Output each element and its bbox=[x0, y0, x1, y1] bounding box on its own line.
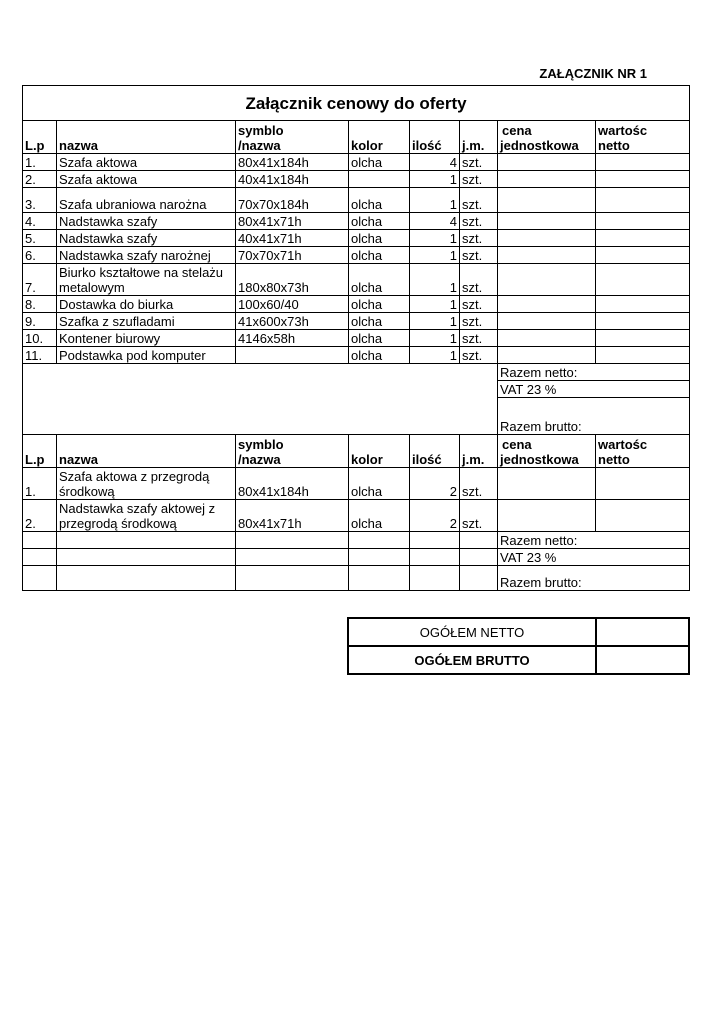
row-symbol: 180x80x73h bbox=[236, 264, 349, 296]
empty-cell bbox=[410, 532, 460, 549]
row-ilosc: 1 bbox=[410, 313, 460, 330]
empty-cell bbox=[349, 566, 410, 591]
row-jm: szt. bbox=[460, 468, 498, 500]
summary-vat-label: VAT 23 % bbox=[498, 381, 690, 398]
row-jm: szt. bbox=[460, 188, 498, 213]
row-jm: szt. bbox=[460, 247, 498, 264]
row-ilosc: 4 bbox=[410, 213, 460, 230]
col-kolor: kolor bbox=[349, 121, 410, 154]
empty-cell bbox=[23, 532, 57, 549]
empty-cell bbox=[460, 566, 498, 591]
row-unit-price[interactable] bbox=[498, 264, 596, 296]
empty-cell bbox=[23, 566, 57, 591]
table-row bbox=[23, 230, 690, 247]
row-net-value[interactable] bbox=[596, 188, 690, 213]
row-ilosc: 1 bbox=[410, 171, 460, 188]
row-jm: szt. bbox=[460, 500, 498, 532]
summary-netto-label: Razem netto: bbox=[498, 364, 690, 381]
document-title: Załącznik cenowy do oferty bbox=[23, 86, 690, 121]
col-jm: j.m. bbox=[460, 121, 498, 154]
col-symbol bbox=[236, 121, 349, 154]
row-kolor: olcha bbox=[349, 154, 410, 171]
row-kolor: olcha bbox=[349, 247, 410, 264]
table-row bbox=[23, 154, 690, 171]
row-kolor: olcha bbox=[349, 230, 410, 247]
col-cena-line1: cena bbox=[502, 437, 532, 452]
row-unit-price[interactable] bbox=[498, 213, 596, 230]
col-symbol-line1: symblo bbox=[238, 437, 284, 452]
col-nazwa: nazwa bbox=[57, 121, 236, 154]
row-ilosc: 1 bbox=[410, 230, 460, 247]
row-ilosc: 1 bbox=[410, 247, 460, 264]
col-symbol-line2: /nazwa bbox=[238, 138, 281, 153]
row-unit-price[interactable] bbox=[498, 500, 596, 532]
col-wartosc-line2: netto bbox=[598, 452, 630, 467]
col-nazwa: nazwa bbox=[57, 435, 236, 468]
row-symbol: 80x41x184h bbox=[236, 154, 349, 171]
empty-cell bbox=[57, 566, 236, 591]
col-symbol bbox=[236, 435, 349, 468]
row-jm: szt. bbox=[460, 154, 498, 171]
table-row bbox=[23, 313, 690, 330]
row-net-value[interactable] bbox=[596, 296, 690, 313]
empty-cell bbox=[57, 549, 236, 566]
row-kolor: olcha bbox=[349, 264, 410, 296]
col-symbol-line2: /nazwa bbox=[238, 452, 281, 467]
col-cena bbox=[498, 435, 596, 468]
row-kolor: olcha bbox=[349, 313, 410, 330]
table-row bbox=[23, 213, 690, 230]
empty-cell bbox=[23, 549, 57, 566]
col-wartosc-line1: wartośc bbox=[598, 437, 648, 452]
row-symbol: 40x41x184h bbox=[236, 171, 349, 188]
row-ilosc: 1 bbox=[410, 296, 460, 313]
summary-row bbox=[23, 532, 690, 549]
row-net-value[interactable] bbox=[596, 247, 690, 264]
col-symbol-line1: symblo bbox=[238, 123, 284, 138]
row-kolor: olcha bbox=[349, 330, 410, 347]
total-brutto-label: OGÓŁEM BRUTTO bbox=[348, 646, 596, 674]
col-wartosc bbox=[596, 435, 690, 468]
row-symbol: 80x41x71h bbox=[236, 213, 349, 230]
col-cena-line2: jednostkowa bbox=[500, 452, 579, 467]
total-netto-value[interactable] bbox=[596, 618, 689, 646]
row-nazwa: Nadstawka szafy bbox=[57, 213, 236, 230]
col-cena-line2: jednostkowa bbox=[500, 138, 579, 153]
empty-cell bbox=[349, 549, 410, 566]
col-ilosc: ilość bbox=[410, 435, 460, 468]
row-lp: 6. bbox=[23, 247, 57, 264]
row-net-value[interactable] bbox=[596, 347, 690, 364]
row-symbol: 70x70x184h bbox=[236, 188, 349, 213]
row-net-value[interactable] bbox=[596, 264, 690, 296]
table-row bbox=[23, 330, 690, 347]
row-nazwa: Podstawka pod komputer bbox=[57, 347, 236, 364]
row-nazwa: Szafa aktowa bbox=[57, 154, 236, 171]
col-lp: L.p bbox=[23, 121, 57, 154]
row-unit-price[interactable] bbox=[498, 347, 596, 364]
row-net-value[interactable] bbox=[596, 330, 690, 347]
row-jm: szt. bbox=[460, 213, 498, 230]
row-net-value[interactable] bbox=[596, 313, 690, 330]
row-net-value[interactable] bbox=[596, 154, 690, 171]
table-row bbox=[23, 171, 690, 188]
col-wartosc-line2: netto bbox=[598, 138, 630, 153]
row-net-value[interactable] bbox=[596, 468, 690, 500]
total-brutto-value[interactable] bbox=[596, 646, 689, 674]
row-nazwa: Biurko kształtowe na stelażu metalowym bbox=[57, 264, 236, 296]
row-nazwa: Szafa ubraniowa narożna bbox=[57, 188, 236, 213]
empty-cell bbox=[236, 549, 349, 566]
row-nazwa: Dostawka do biurka bbox=[57, 296, 236, 313]
empty-cell bbox=[349, 532, 410, 549]
row-lp: 1. bbox=[23, 154, 57, 171]
col-lp: L.p bbox=[23, 435, 57, 468]
row-jm: szt. bbox=[460, 230, 498, 247]
header-row bbox=[23, 435, 690, 468]
empty-cell bbox=[236, 532, 349, 549]
empty-cell bbox=[460, 549, 498, 566]
price-table bbox=[22, 85, 690, 591]
attachment-number: ZAŁĄCZNIK NR 1 bbox=[539, 66, 647, 81]
row-lp: 4. bbox=[23, 213, 57, 230]
row-symbol: 41x600x73h bbox=[236, 313, 349, 330]
row-jm: szt. bbox=[460, 347, 498, 364]
row-lp: 1. bbox=[23, 468, 57, 500]
col-cena-line1: cena bbox=[502, 123, 532, 138]
row-nazwa: Nadstawka szafy aktowej z przegrodą środkową bbox=[57, 500, 236, 532]
table-row bbox=[23, 468, 690, 500]
empty-cell bbox=[236, 566, 349, 591]
row-lp: 7. bbox=[23, 264, 57, 296]
row-ilosc: 1 bbox=[410, 347, 460, 364]
table-row bbox=[23, 296, 690, 313]
col-wartosc bbox=[596, 121, 690, 154]
empty-cell bbox=[460, 532, 498, 549]
table-row bbox=[23, 500, 690, 532]
row-nazwa: Kontener biurowy bbox=[57, 330, 236, 347]
table-row bbox=[23, 264, 690, 296]
row-unit-price[interactable] bbox=[498, 247, 596, 264]
row-nazwa: Szafka z szufladami bbox=[57, 313, 236, 330]
table-row bbox=[23, 247, 690, 264]
empty-cell bbox=[57, 532, 236, 549]
row-ilosc: 4 bbox=[410, 154, 460, 171]
empty-cell bbox=[410, 549, 460, 566]
row-symbol: 4146x58h bbox=[236, 330, 349, 347]
summary-brutto-label: Razem brutto: bbox=[498, 566, 690, 591]
summary-netto-label: Razem netto: bbox=[498, 532, 690, 549]
row-kolor: olcha bbox=[349, 213, 410, 230]
col-jm: j.m. bbox=[460, 435, 498, 468]
row-lp: 11. bbox=[23, 347, 57, 364]
row-kolor: olcha bbox=[349, 296, 410, 313]
row-lp: 2. bbox=[23, 171, 57, 188]
row-ilosc: 1 bbox=[410, 188, 460, 213]
row-symbol: 80x41x71h bbox=[236, 500, 349, 532]
row-jm: szt. bbox=[460, 171, 498, 188]
row-kolor: olcha bbox=[349, 347, 410, 364]
row-jm: szt. bbox=[460, 264, 498, 296]
summary-row bbox=[23, 364, 690, 381]
row-net-value[interactable] bbox=[596, 213, 690, 230]
summary-row bbox=[23, 566, 690, 591]
row-kolor bbox=[349, 171, 410, 188]
total-netto-label: OGÓŁEM NETTO bbox=[348, 618, 596, 646]
row-net-value[interactable] bbox=[596, 171, 690, 188]
row-lp: 10. bbox=[23, 330, 57, 347]
row-lp: 9. bbox=[23, 313, 57, 330]
row-kolor: olcha bbox=[349, 500, 410, 532]
col-cena bbox=[498, 121, 596, 154]
row-lp: 3. bbox=[23, 188, 57, 213]
summary-row bbox=[23, 549, 690, 566]
col-ilosc: ilość bbox=[410, 121, 460, 154]
row-symbol bbox=[236, 347, 349, 364]
row-nazwa: Szafa aktowa bbox=[57, 171, 236, 188]
table-row bbox=[23, 347, 690, 364]
row-nazwa: Nadstawka szafy bbox=[57, 230, 236, 247]
row-symbol: 40x41x71h bbox=[236, 230, 349, 247]
grand-totals bbox=[347, 617, 690, 675]
summary-vat-label: VAT 23 % bbox=[498, 549, 690, 566]
row-symbol: 70x70x71h bbox=[236, 247, 349, 264]
row-nazwa: Szafa aktowa z przegrodą środkową bbox=[57, 468, 236, 500]
summary-brutto-label: Razem brutto: bbox=[498, 398, 690, 435]
row-ilosc: 2 bbox=[410, 500, 460, 532]
row-unit-price[interactable] bbox=[498, 296, 596, 313]
row-symbol: 100x60/40 bbox=[236, 296, 349, 313]
row-unit-price[interactable] bbox=[498, 154, 596, 171]
row-unit-price[interactable] bbox=[498, 330, 596, 347]
row-nazwa: Nadstawka szafy narożnej bbox=[57, 247, 236, 264]
row-unit-price[interactable] bbox=[498, 313, 596, 330]
row-jm: szt. bbox=[460, 330, 498, 347]
row-ilosc: 1 bbox=[410, 264, 460, 296]
row-lp: 2. bbox=[23, 500, 57, 532]
summary-blank bbox=[23, 364, 498, 435]
row-jm: szt. bbox=[460, 313, 498, 330]
row-net-value[interactable] bbox=[596, 500, 690, 532]
row-net-value[interactable] bbox=[596, 230, 690, 247]
row-unit-price[interactable] bbox=[498, 171, 596, 188]
row-unit-price[interactable] bbox=[498, 230, 596, 247]
row-lp: 8. bbox=[23, 296, 57, 313]
row-unit-price[interactable] bbox=[498, 188, 596, 213]
row-kolor: olcha bbox=[349, 188, 410, 213]
row-ilosc: 2 bbox=[410, 468, 460, 500]
row-jm: szt. bbox=[460, 296, 498, 313]
col-kolor: kolor bbox=[349, 435, 410, 468]
empty-cell bbox=[410, 566, 460, 591]
row-unit-price[interactable] bbox=[498, 468, 596, 500]
row-symbol: 80x41x184h bbox=[236, 468, 349, 500]
row-kolor: olcha bbox=[349, 468, 410, 500]
header-row bbox=[23, 121, 690, 154]
row-lp: 5. bbox=[23, 230, 57, 247]
table-row bbox=[23, 188, 690, 213]
row-ilosc: 1 bbox=[410, 330, 460, 347]
col-wartosc-line1: wartośc bbox=[598, 123, 648, 138]
